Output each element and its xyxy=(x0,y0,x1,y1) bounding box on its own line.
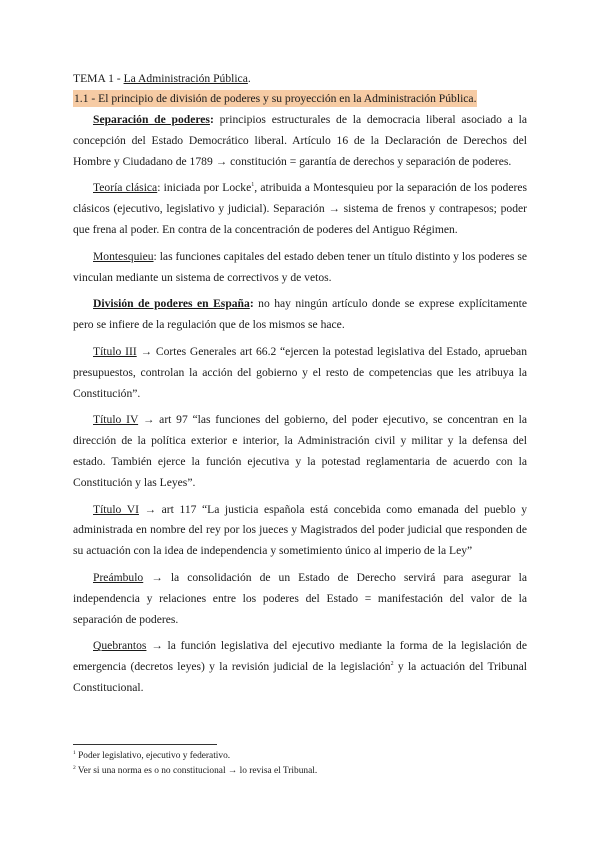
paragraph-titulo-iv xyxy=(73,410,527,493)
paragraph-teoria-clasica xyxy=(73,178,527,240)
paragraph-montesquieu xyxy=(73,247,527,289)
term-colon: : xyxy=(249,297,254,311)
term-titulo-vi: Título VI xyxy=(93,502,139,516)
term-quebrantos: Quebrantos xyxy=(93,639,147,653)
term-division-espana: División de poderes en España xyxy=(93,297,250,311)
footnote-divider xyxy=(73,744,217,745)
paragraph-text: y la actuación del Tribunal Constitucional. xyxy=(73,660,527,694)
topic-number: TEMA 1 - xyxy=(73,72,124,85)
paragraph-text: → la función legislativa del ejecutivo mediante la forma de la legislación de emergencia (decretos leyes) y la revisión judicial de la legislación xyxy=(73,639,527,674)
footnote-text: Poder legislativo, ejecutivo y federativo. xyxy=(75,751,231,761)
paragraph-text: : iniciada por Locke xyxy=(157,181,252,195)
paragraph-titulo-vi xyxy=(73,500,527,562)
topic-name: La Administración Pública xyxy=(123,72,248,85)
paragraph-text: → art 97 “las funciones del gobierno, del poder ejecutivo, se concentran en la dirección de la política exterior e interior, la Administración civil y militar y la defensa del estado. También ejerce la función ejecutiva y la potestad reglamentaria de acuerdo con la Constitución y las Leyes”. xyxy=(73,413,528,489)
paragraph-text: → la consolidación de un Estado de Derecho servirá para asegurar la independencia y relaciones entre los poderes del Estado = manifestación del valor de la separación de poderes. xyxy=(73,570,527,626)
footnote-number: 1 xyxy=(73,749,76,756)
paragraph-preambulo xyxy=(73,568,527,630)
footnote-1 xyxy=(73,749,527,764)
term-titulo-iii: Título III xyxy=(93,344,137,358)
paragraph-text: no hay ningún artículo donde se exprese explícitamente pero se infiere de la regulación que de los mismos se hace. xyxy=(73,297,527,332)
footnote-text: Ver si una norma es o no constitucional → lo revisa el Tribunal. xyxy=(75,765,318,776)
paragraph-text: , atribuida a Montesquieu por la separación de los poderes clásicos (ejecutivo, legislativo y judicial). Separación → sistema de frenos y contrapesos; poder que frena al poder. En contra de la concentración de poderes del Antiguo Régimen. xyxy=(73,181,527,236)
footnotes xyxy=(73,749,527,778)
footnote-ref-2[interactable]: 2 xyxy=(390,661,394,668)
paragraph-division-espana xyxy=(73,294,527,336)
paragraph-text: → Cortes Generales art 66.2 “ejercen la potestad legislativa del Estado, aprueban presupuestos, controlan la acción del gobierno y el resto de competencias que les atribuya la Constitución”. xyxy=(73,344,528,400)
paragraph-text: → art 117 “La justicia española está concebida como emanada del pueblo y administrada en nombre del rey por los jueces y Magistrados del poder judicial que responden de su actuación con la idea de independencia y sometimiento único al imperio de la Ley” xyxy=(73,502,527,558)
section-heading: 1.1 - El principio de división de poderes y su proyección en la Administración Pública. xyxy=(74,92,477,105)
topic-title xyxy=(73,70,527,87)
paragraph-text: : las funciones capitales del estado deben tener un título distinto y los poderes se vinculan mediante un sistema de correctivos y de vetos. xyxy=(73,249,527,284)
paragraph-text: principios estructurales de la democracia liberal asociado a la concepción del Estado Democrático liberal. Artículo 16 de la Declaración de Derechos del Hombre y Ciudadano de 1789 → constitución = garantía de derechos y separación de poderes. xyxy=(73,113,527,168)
term-teoria-clasica: Teoría clásica xyxy=(93,181,158,195)
footnote-2 xyxy=(73,764,527,779)
term-titulo-iv: Título IV xyxy=(93,413,139,427)
paragraph-quebrantos xyxy=(73,636,527,698)
term-separacion: Separación de poderes xyxy=(93,113,210,126)
footnote-number: 2 xyxy=(73,764,76,771)
paragraph-titulo-iii xyxy=(73,342,527,404)
topic-title-end: . xyxy=(247,72,251,85)
document-body xyxy=(73,70,527,705)
footnote-ref-1[interactable]: 1 xyxy=(251,182,255,189)
term-preambulo: Preámbulo xyxy=(93,570,144,584)
term-montesquieu: Montesquieu xyxy=(93,249,154,263)
term-colon: : xyxy=(209,113,214,126)
paragraph-separacion xyxy=(73,110,527,172)
